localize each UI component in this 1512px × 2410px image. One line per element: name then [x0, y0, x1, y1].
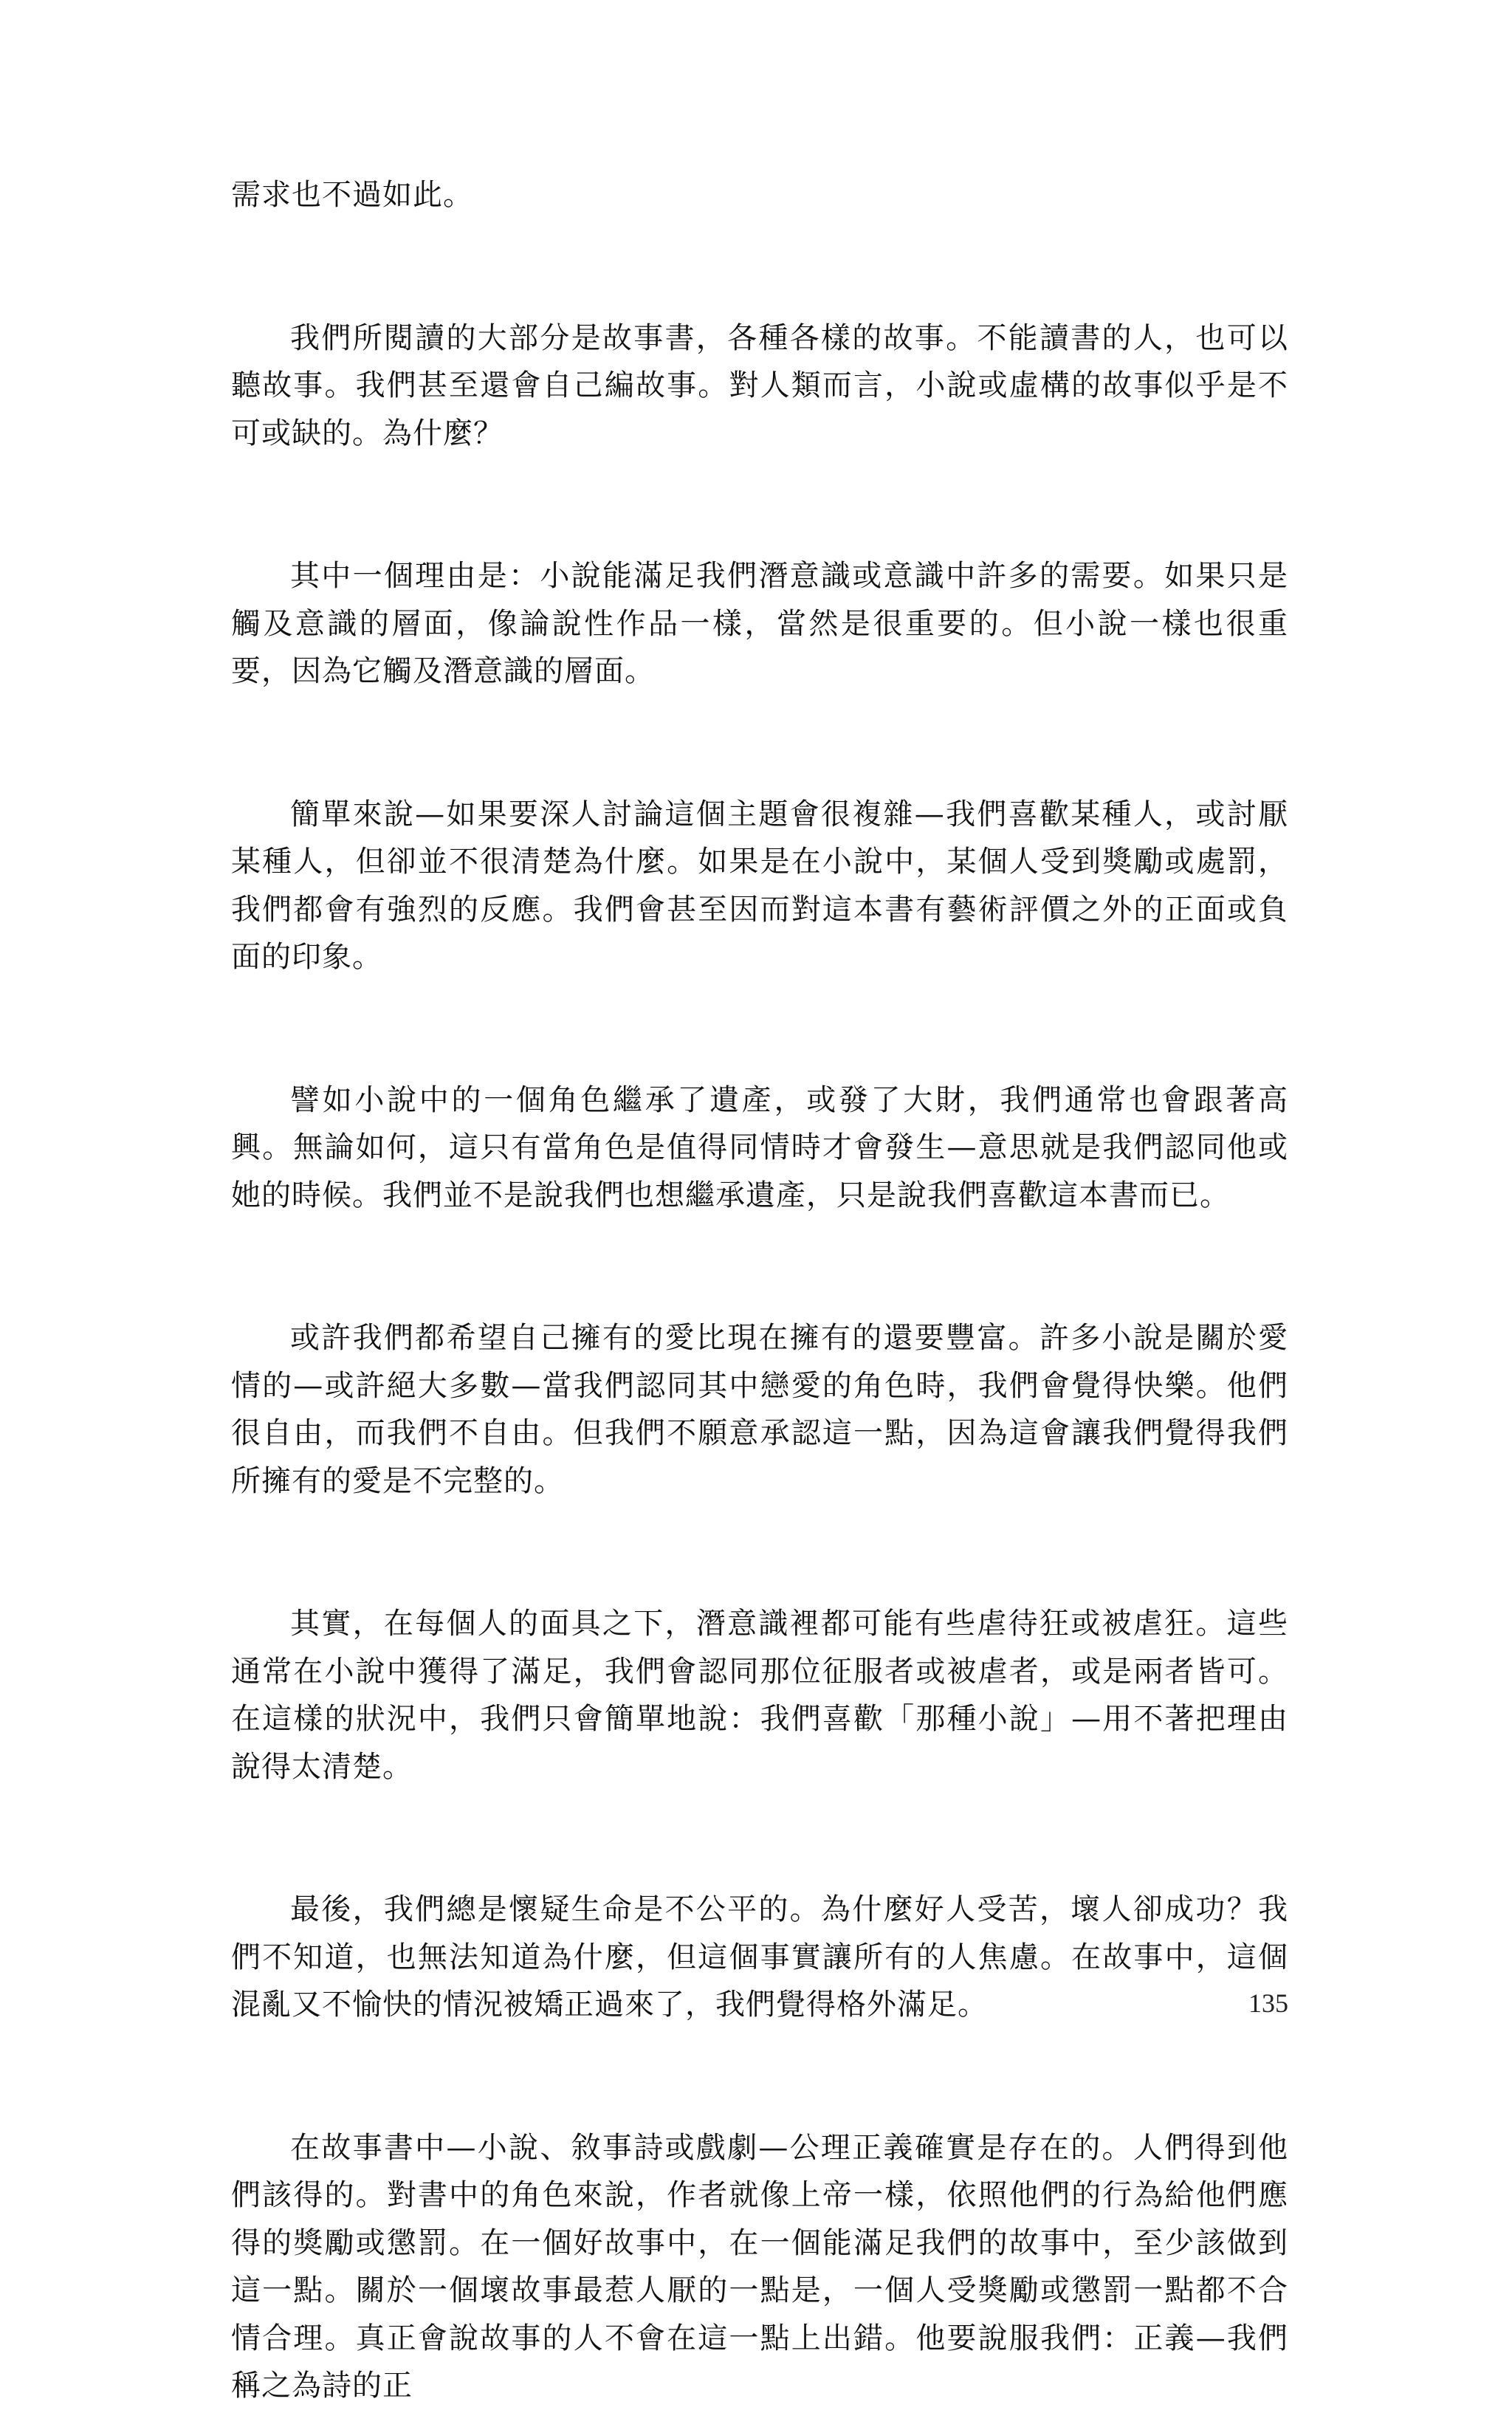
paragraph: 譬如小說中的一個角色繼承了遺產，或發了大財，我們通常也會跟著高興。無論如何，這只有當角色是值得同情時才會發生—意思就是我們認同他或她的時候。我們並不是說我們也想繼承遺產，只是說我們喜歡這本書而已。: [231, 1082, 1288, 1212]
page-number: 135: [1248, 1988, 1288, 2018]
paragraph: 其實，在每個人的面具之下，潛意識裡都可能有些虐待狂或被虐狂。這些通常在小說中獲得了滿足，我們會認同那位征服者或被虐者，或是兩者皆可。在這樣的狀況中，我們只會簡單地說：我們喜歡「那種小說」—用不著把理由說得太清楚。: [231, 1607, 1288, 1784]
paragraph: 其中一個理由是：小說能滿足我們潛意識或意識中許多的需要。如果只是觸及意識的層面，像論說性作品一樣，當然是很重要的。但小說一樣也很重要，因為它觸及潛意識的層面。: [231, 559, 1288, 688]
paragraph: 最後，我們總是懷疑生命是不公平的。為什麼好人受苦，壞人卻成功？我們不知道，也無法知道為什麼，但這個事實讓所有的人焦慮。在故事中，這個混亂又不愉快的情況被矯正過來了，我們覺得格外滿足。: [231, 1892, 1288, 2022]
paragraph: 或許我們都希望自己擁有的愛比現在擁有的還要豐富。許多小說是關於愛情的—或許絕大多數—當我們認同其中戀愛的角色時，我們會覺得快樂。他們很自由，而我們不自由。但我們不願意承認這一點，因為這會讓我們覺得我們所擁有的愛是不完整的。: [231, 1321, 1288, 1498]
paragraph-continuation: 需求也不過如此。: [231, 178, 473, 212]
paragraph: 我們所閱讀的大部分是故事書，各種各樣的故事。不能讀書的人，也可以聽故事。我們甚至還會自己編故事。對人類而言，小說或虛構的故事似乎是不可或缺的。為什麼？: [231, 320, 1288, 450]
paragraph: 在故事書中—小說、敘事詩或戲劇—公理正義確實是存在的。人們得到他們該得的。對書中的角色來說，作者就像上帝一樣，依照他們的行為給他們應得的獎勵或懲罰。在一個好故事中，在一個能滿足我們的故事中，至少該做到這一點。關於一個壞故事最惹人厭的一點是，一個人受獎勵或懲罰一點都不合情合理。真正會說故事的人不會在這一點上出錯。他要說服我們：正義—我們稱之為詩的正: [231, 2130, 1288, 2403]
paragraph: 簡單來說—如果要深人討論這個主題會很複雜—我們喜歡某種人，或討厭某種人，但卻並不很清楚為什麼。如果是在小說中，某個人受到獎勵或處罰，我們都會有強烈的反應。我們會甚至因而對這本書有藝術評價之外的正面或負面的印象。: [231, 797, 1288, 974]
body-text: [231, 171, 1288, 2410]
